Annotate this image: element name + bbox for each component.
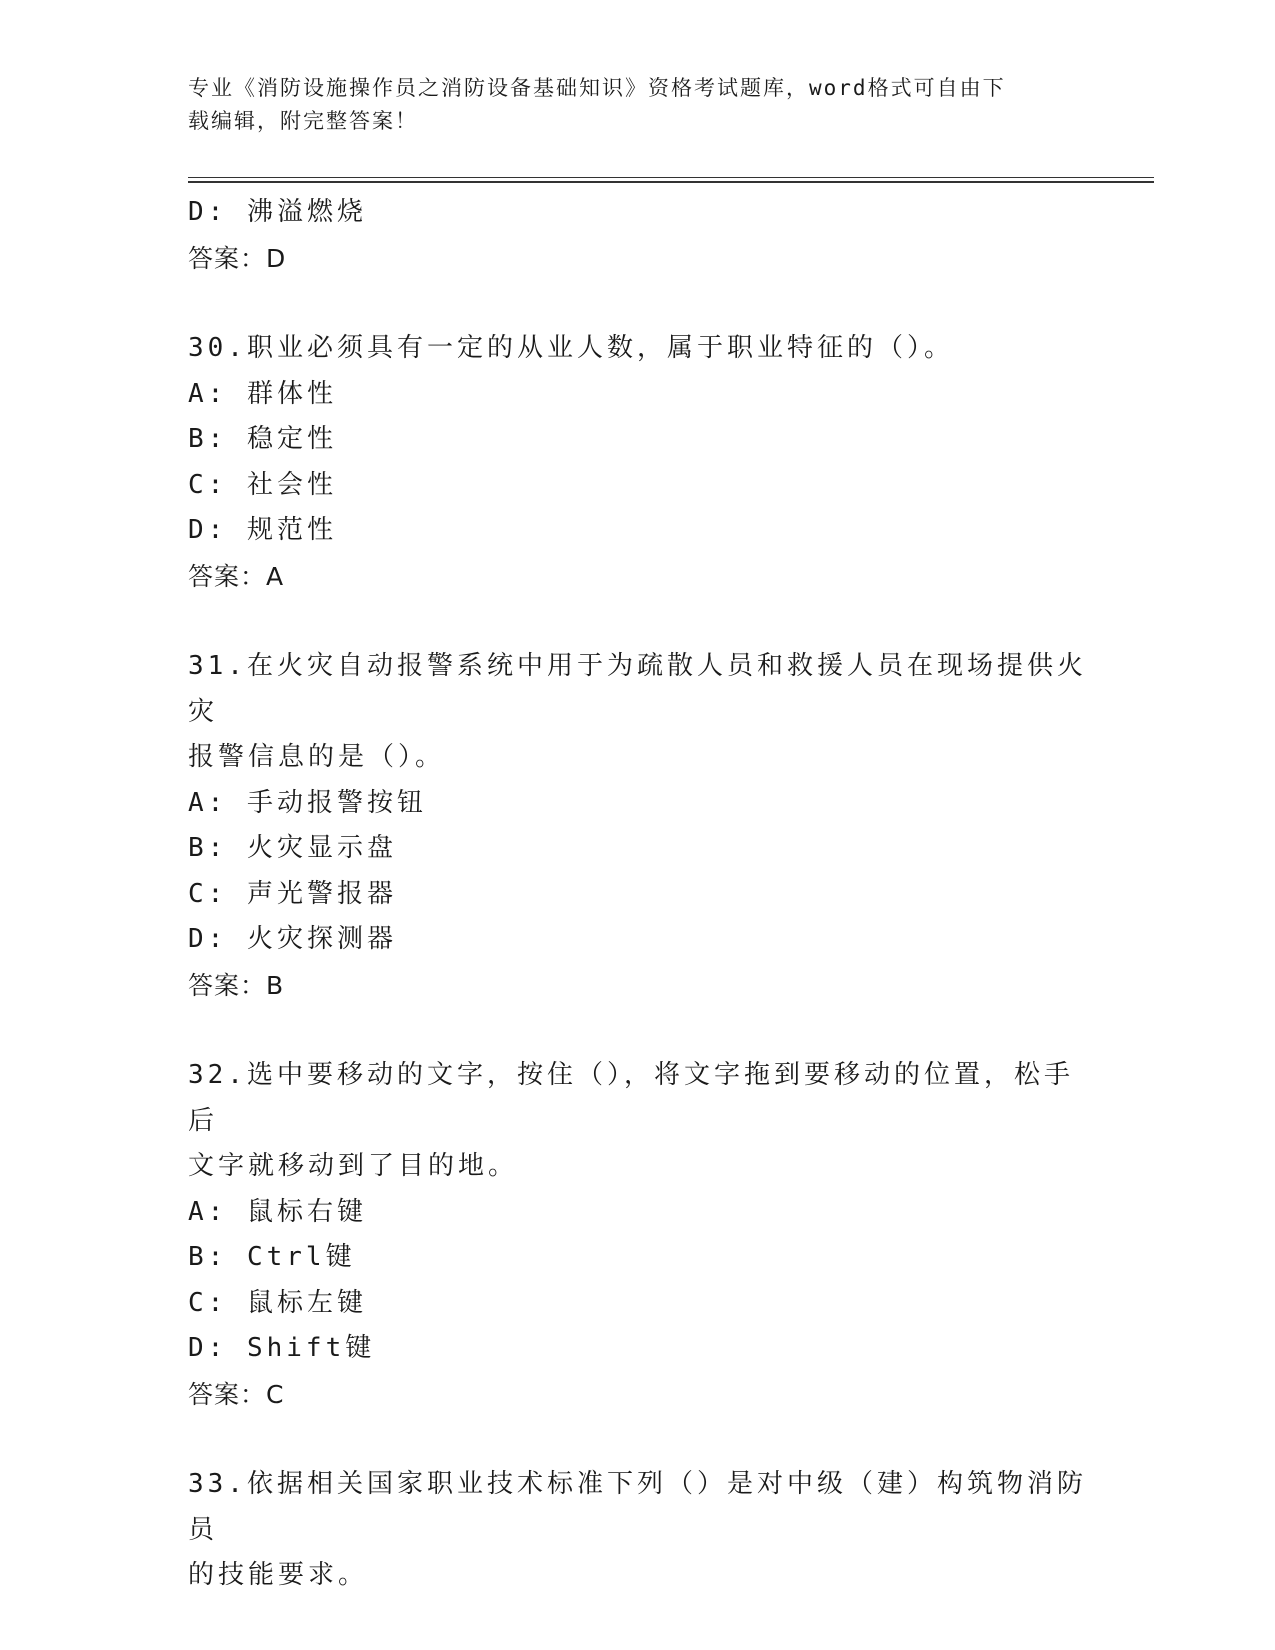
option-d: D: 规范性 (188, 515, 337, 545)
option-c: C: 社会性 (188, 469, 337, 500)
header-line-2: 载编辑，附完整答案！ (188, 109, 418, 133)
option-d: D: Shift键 (188, 1333, 376, 1363)
question-text-line-2: 报警信息的是（）。 (188, 742, 446, 772)
question-30 (188, 326, 1088, 599)
question-text-line-1: 33.依据相关国家职业技术标准下列（）是对中级（建）构筑物消防员 (188, 1469, 1087, 1545)
option-b: B: Ctrl键 (188, 1242, 356, 1272)
question-text-line-2: 文字就移动到了目的地。 (188, 1151, 519, 1181)
spacer (188, 599, 1088, 644)
answer-line: 答案：C (188, 1379, 285, 1409)
option-b: B: 火灾显示盘 (188, 833, 397, 863)
header-line-1: 专业《消防设施操作员之消防设备基础知识》资格考试题库，word格式可自由下 (188, 76, 1006, 100)
option-a: A: 鼠标右键 (188, 1196, 367, 1227)
option-c: C: 声光警报器 (188, 878, 397, 909)
question-33 (188, 1462, 1088, 1599)
question-text-line-1: 31.在火灾自动报警系统中用于为疏散人员和救援人员在现场提供火灾 (188, 651, 1087, 727)
option-d: D: 沸溢燃烧 (188, 197, 367, 227)
previous-question-tail (188, 190, 1088, 281)
question-text-line-2: 的技能要求。 (188, 1560, 369, 1590)
page-header (188, 72, 1088, 138)
question-32 (188, 1053, 1088, 1417)
option-a: A: 手动报警按钮 (188, 787, 427, 818)
answer-line: 答案：D (188, 243, 287, 273)
question-content (188, 190, 1088, 1599)
answer-line: 答案：A (188, 561, 285, 591)
answer-line: 答案：B (188, 970, 285, 1000)
question-text-line-1: 32.选中要移动的文字，按住（），将文字拖到要移动的位置，松手后 (188, 1060, 1074, 1136)
header-divider (188, 177, 1154, 183)
option-d: D: 火灾探测器 (188, 924, 397, 954)
option-a: A: 群体性 (188, 378, 337, 409)
spacer (188, 1417, 1088, 1462)
option-c: C: 鼠标左键 (188, 1287, 367, 1318)
spacer (188, 281, 1088, 326)
question-text: 30.职业必须具有一定的从业人数，属于职业特征的（）。 (188, 333, 954, 363)
option-b: B: 稳定性 (188, 424, 337, 454)
spacer (188, 1008, 1088, 1053)
question-31 (188, 644, 1088, 1008)
